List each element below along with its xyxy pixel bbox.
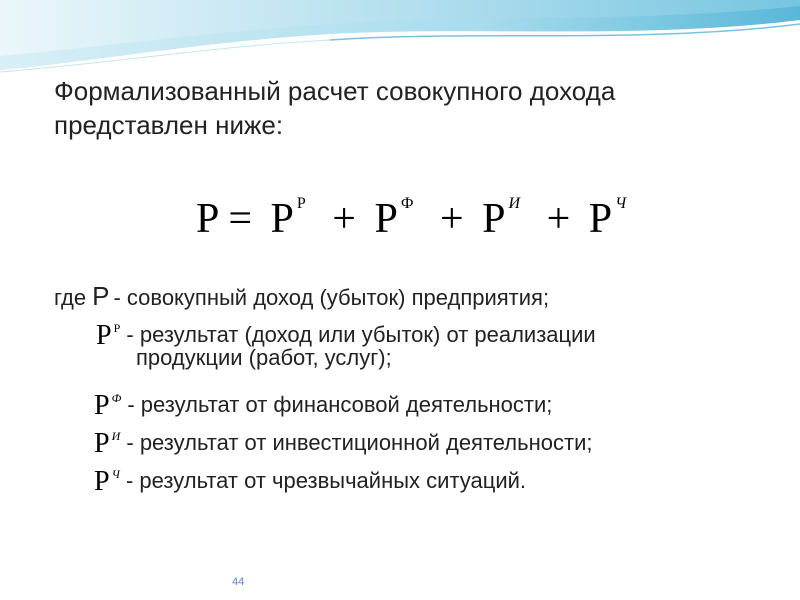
definition-symbol-pi: P $^И$ [94,428,121,459]
formula-term-sup-i: И [508,195,521,212]
decorative-wave-header [0,0,800,80]
definition-symbol-p: P [92,281,110,311]
definition-text-pf: - результат от финансовой деятельности; [127,392,553,417]
formula-lhs: P [196,196,218,242]
formula-plus: + [546,196,571,242]
definition-text-pr: - результат (доход или убыток) от реализации [126,322,596,347]
definition-text-pr-cont: продукции (работ, услуг); [136,345,392,370]
page-number: 44 [232,576,245,588]
definition-investment-result [94,422,592,458]
formula-term-base: P [482,196,506,242]
definition-text-pi: - результат от инвестиционной деятельности; [126,430,593,455]
formula-term-sup-r: Р [296,195,306,212]
definition-text-pch: - результат от чрезвычайных ситуаций. [125,468,527,493]
slide-title [54,74,754,142]
definition-text-p: - совокупный доход (убыток) предприятия; [113,285,550,310]
formula-plus: + [439,196,464,242]
definition-sales-result-cont [136,344,392,372]
slide-title-line1: Формализованный расчет совокупного дохода [54,76,616,106]
definition-symbol-pr: P $^Р$ [96,320,121,351]
definition-total-income [54,282,549,312]
formula-term-sup-f: Ф [400,195,414,212]
slide-title-line2: представлен ниже: [54,110,284,140]
definition-symbol-pf: P $^Ф$ [94,390,122,421]
formula-term-base: P [270,196,294,242]
formula-term-base: P [374,196,398,242]
definition-symbol-pch: P $^Ч$ [94,466,120,497]
formula-term-sup-ch: Ч [615,195,627,212]
formula-term-base: P [588,196,613,242]
formula-plus: + [332,196,356,242]
definition-emergency-result [94,460,526,496]
formula-equals: = [228,196,252,242]
where-label: где [54,285,87,310]
income-formula [196,176,642,247]
definition-financial-result [94,384,552,420]
